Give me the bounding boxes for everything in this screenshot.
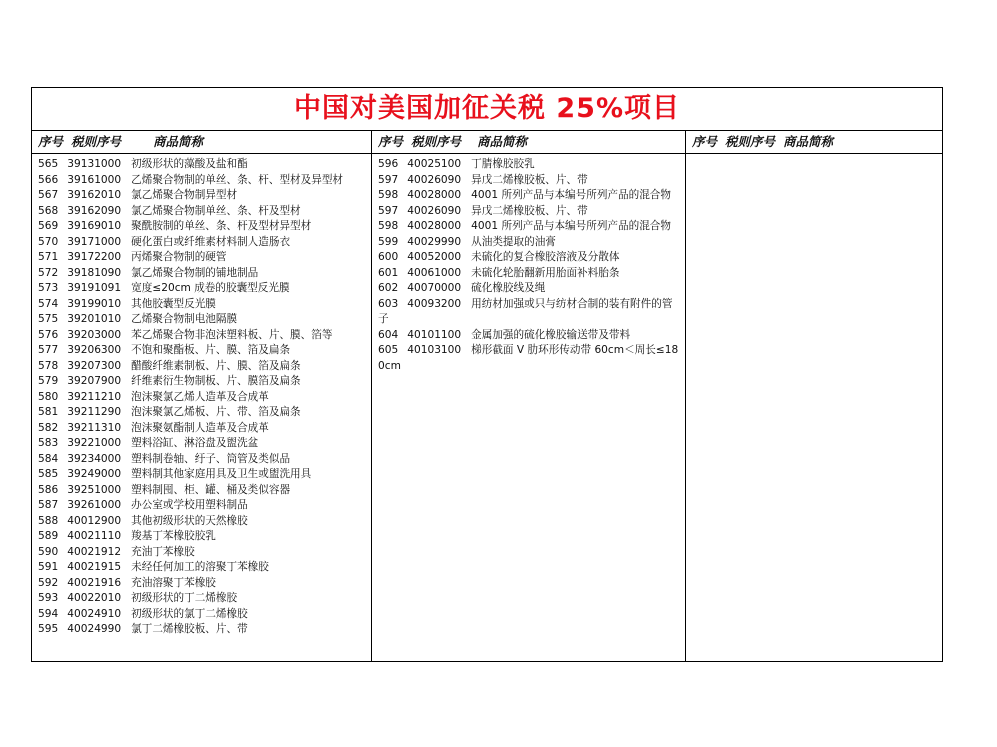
header-name: 商品简称	[783, 134, 834, 149]
item-seq: 589	[38, 530, 59, 542]
item-code: 40022010	[67, 592, 122, 604]
item-name: 金属加强的硫化橡胶输送带及带料	[471, 328, 631, 341]
item-code: 39161000	[67, 173, 122, 186]
item-code: 40024910	[67, 607, 122, 620]
item-code: 39206300	[67, 344, 122, 356]
item-seq: 574	[38, 297, 59, 310]
table-row	[378, 328, 681, 344]
item-code: 39211210	[67, 390, 122, 403]
header-code: 税则序号	[411, 134, 462, 149]
table-row	[378, 157, 681, 173]
item-code: 40029990	[407, 235, 462, 248]
item-name: 苯乙烯聚合物非泡沫塑料板、片、膜、箔等	[131, 328, 333, 341]
item-name: 丙烯聚合物制的硬管	[131, 251, 227, 263]
table-row	[38, 498, 367, 514]
table-row	[38, 173, 367, 189]
item-name: 其他胶囊型反光膜	[131, 297, 216, 310]
item-code: 40012900	[67, 514, 122, 527]
item-name: 未硫化的复合橡胶溶液及分散体	[471, 251, 620, 263]
item-code: 39131000	[67, 158, 122, 170]
table-row	[38, 188, 367, 204]
table-row	[378, 297, 681, 328]
item-seq: 571	[38, 251, 59, 263]
table-row	[38, 219, 367, 235]
table-row	[38, 250, 367, 266]
item-seq: 568	[38, 204, 59, 217]
item-seq: 565	[38, 158, 59, 170]
item-name: 羧基丁苯橡胶胶乳	[131, 530, 216, 542]
item-seq: 576	[38, 328, 59, 341]
table-row	[38, 374, 367, 390]
item-code: 39191091	[67, 282, 122, 294]
table-row	[38, 452, 367, 468]
table-row	[38, 591, 367, 607]
item-seq: 592	[38, 576, 59, 589]
item-seq: 580	[38, 390, 59, 403]
table-row	[38, 359, 367, 375]
item-code: 40093200	[407, 297, 462, 310]
table-row	[38, 235, 367, 251]
item-code: 39207300	[67, 359, 122, 372]
table-row	[38, 483, 367, 499]
item-seq: 594	[38, 607, 59, 620]
item-code: 40070000	[407, 282, 462, 294]
table-row	[378, 250, 681, 266]
item-name: 泡沫聚氯乙烯板、片、带、箔及扁条	[131, 406, 301, 418]
table-row	[38, 467, 367, 483]
table-row	[378, 173, 681, 189]
item-name: 不饱和聚酯板、片、膜、箔及扁条	[131, 344, 291, 356]
item-code: 40028000	[407, 189, 462, 201]
table-row	[38, 266, 367, 282]
item-name: 塑料制囤、柜、罐、桶及类似容器	[131, 483, 291, 496]
item-code: 39162090	[67, 204, 122, 217]
item-code: 39203000	[67, 328, 122, 341]
item-code: 40021915	[67, 561, 122, 573]
item-name: 硫化橡胶线及绳	[471, 282, 546, 294]
item-name: 未硫化轮胎翻新用胎面补料胎条	[471, 266, 620, 279]
item-name: 氯乙烯聚合物制单丝、条、杆及型材	[131, 204, 301, 217]
item-seq: 602	[378, 282, 399, 294]
header-name: 商品简称	[153, 134, 204, 149]
item-seq: 587	[38, 499, 59, 511]
item-code: 40101100	[407, 328, 462, 341]
item-seq: 603	[378, 297, 399, 310]
item-code: 39249000	[67, 468, 122, 480]
item-name: 硬化蛋白或纤维素材料制人造肠衣	[131, 235, 291, 248]
item-name: 初级形状的丁二烯橡胶	[131, 592, 238, 604]
table-row	[38, 529, 367, 545]
item-name: 氯乙烯聚合物制的铺地制品	[131, 266, 259, 279]
item-name: 初级形状的氯丁二烯橡胶	[131, 607, 248, 620]
item-seq: 604	[378, 328, 399, 341]
item-code: 39211310	[67, 421, 122, 434]
header-code: 税则序号	[71, 134, 122, 149]
item-name: 从油类提取的油膏	[471, 235, 556, 248]
item-code: 40024990	[67, 623, 122, 635]
item-seq: 588	[38, 514, 59, 527]
item-list	[32, 154, 371, 638]
item-seq: 578	[38, 359, 59, 372]
table-row	[38, 405, 367, 421]
item-name: 泡沫聚氨酯制人造革及合成革	[131, 421, 269, 434]
item-name: 纤维素衍生物制板、片、膜箔及扁条	[131, 375, 301, 387]
table-row	[38, 204, 367, 220]
header-seq: 序号	[692, 134, 718, 149]
item-name: 异戊二烯橡胶板、片、带	[471, 173, 588, 186]
item-seq: 567	[38, 189, 59, 201]
table-row	[38, 390, 367, 406]
item-code: 39207900	[67, 375, 122, 387]
item-code: 39199010	[67, 297, 122, 310]
item-code: 39181090	[67, 266, 122, 279]
table-row	[38, 560, 367, 576]
item-seq: 582	[38, 421, 59, 434]
item-code: 39211290	[67, 406, 122, 418]
item-seq: 599	[378, 235, 399, 248]
item-code: 39251000	[67, 483, 122, 496]
item-name: 初级形状的藻酸及盐和酯	[131, 158, 248, 170]
item-seq: 572	[38, 266, 59, 279]
column-2	[372, 131, 686, 662]
item-code: 40028000	[407, 220, 462, 232]
item-name: 乙烯聚合物制的单丝、条、杆、型材及异型材	[131, 173, 344, 186]
item-list	[372, 154, 685, 374]
column-header	[32, 131, 371, 154]
item-name: 未经任何加工的溶聚丁苯橡胶	[131, 561, 269, 573]
item-name: 其他初级形状的天然橡胶	[131, 514, 248, 527]
item-code: 40025100	[407, 158, 462, 170]
item-seq: 597	[378, 204, 399, 217]
item-code: 40052000	[407, 251, 462, 263]
column-3	[686, 131, 942, 662]
item-name: 塑料制卷轴、纡子、筒管及类似品	[131, 452, 291, 465]
item-code: 40021916	[67, 576, 122, 589]
item-code: 39162010	[67, 189, 122, 201]
item-list	[686, 154, 942, 157]
item-name: 醋酸纤维素制板、片、膜、箔及扁条	[131, 359, 301, 372]
header-seq: 序号	[378, 134, 404, 149]
item-seq: 579	[38, 375, 59, 387]
item-seq: 584	[38, 452, 59, 465]
item-name: 塑料制其他家庭用具及卫生或盥洗用具	[131, 468, 312, 480]
column-header	[686, 131, 942, 154]
item-code: 39171000	[67, 235, 122, 248]
item-seq: 570	[38, 235, 59, 248]
item-code: 39169010	[67, 220, 122, 232]
item-name: 4001 所列产品与本编号所列产品的混合物	[471, 220, 671, 232]
header-name: 商品简称	[477, 134, 528, 149]
table-row	[38, 281, 367, 297]
item-code: 40026090	[407, 173, 462, 186]
item-code: 40103100	[407, 344, 462, 356]
item-seq: 598	[378, 220, 399, 232]
item-code: 40061000	[407, 266, 462, 279]
item-name: 泡沫聚氯乙烯人造革及合成革	[131, 390, 269, 403]
item-name: 4001 所列产品与本编号所列产品的混合物	[471, 189, 671, 201]
item-name: 异戊二烯橡胶板、片、带	[471, 204, 588, 217]
item-name: 聚酰胺制的单丝、条、杆及型材异型材	[131, 220, 312, 232]
table-row	[38, 328, 367, 344]
item-name: 乙烯聚合物制电池隔膜	[131, 313, 238, 325]
item-code: 40021912	[67, 545, 122, 558]
table-row	[378, 235, 681, 251]
item-code: 39221000	[67, 437, 122, 449]
item-seq: 566	[38, 173, 59, 186]
item-seq: 581	[38, 406, 59, 418]
table-row	[38, 312, 367, 328]
table-row	[38, 421, 367, 437]
item-code: 39201010	[67, 313, 122, 325]
item-seq: 598	[378, 189, 399, 201]
item-seq: 597	[378, 173, 399, 186]
table-row	[38, 157, 367, 173]
item-seq: 591	[38, 561, 59, 573]
table-row	[38, 607, 367, 623]
column-1	[32, 131, 372, 662]
item-name: 宽度≤20cm 成卷的胶囊型反光膜	[131, 282, 290, 294]
item-seq: 585	[38, 468, 59, 480]
item-code: 39261000	[67, 499, 122, 511]
column-header	[372, 131, 685, 154]
item-code: 39234000	[67, 452, 122, 465]
table-row	[378, 188, 681, 204]
item-seq: 583	[38, 437, 59, 449]
item-code: 40026090	[407, 204, 462, 217]
table-row	[38, 576, 367, 592]
item-name: 丁腈橡胶胶乳	[471, 158, 535, 170]
table-row	[38, 514, 367, 530]
table-row	[38, 545, 367, 561]
item-seq: 586	[38, 483, 59, 496]
item-code: 39172200	[67, 251, 122, 263]
item-seq: 596	[378, 158, 399, 170]
item-seq: 600	[378, 251, 399, 263]
table-row	[378, 219, 681, 235]
item-name: 塑料浴缸、淋浴盘及盥洗盆	[131, 437, 259, 449]
item-seq: 590	[38, 545, 59, 558]
item-seq: 595	[38, 623, 59, 635]
item-seq: 577	[38, 344, 59, 356]
item-code: 40021110	[67, 530, 122, 542]
item-name: 办公室或学校用塑料制品	[131, 499, 248, 511]
header-code: 税则序号	[725, 134, 776, 149]
table-row	[38, 622, 367, 638]
item-name: 充油溶聚丁苯橡胶	[131, 576, 216, 589]
table-row	[38, 297, 367, 313]
item-seq: 601	[378, 266, 399, 279]
item-seq: 573	[38, 282, 59, 294]
item-name: 充油丁苯橡胶	[131, 545, 195, 558]
item-name: 用纺材加强或只与纺材合制的装有附件的管子	[378, 297, 673, 325]
table-row	[378, 281, 681, 297]
page-title: 中国对美国加征关税 25%项目	[32, 88, 942, 131]
item-name: 梯形截面 V 肋环形传动带 60cm＜周长≤180cm	[378, 344, 679, 372]
table-row	[378, 204, 681, 220]
item-name: 氯乙烯聚合物制异型材	[131, 189, 238, 201]
table-row	[378, 266, 681, 282]
item-seq: 593	[38, 592, 59, 604]
item-name: 氯丁二烯橡胶板、片、带	[131, 623, 248, 635]
tariff-table	[31, 87, 943, 662]
header-seq: 序号	[38, 134, 64, 149]
table-row	[378, 343, 681, 374]
item-seq: 575	[38, 313, 59, 325]
table-row	[38, 436, 367, 452]
item-seq: 569	[38, 220, 59, 232]
table-row	[38, 343, 367, 359]
item-seq: 605	[378, 344, 399, 356]
